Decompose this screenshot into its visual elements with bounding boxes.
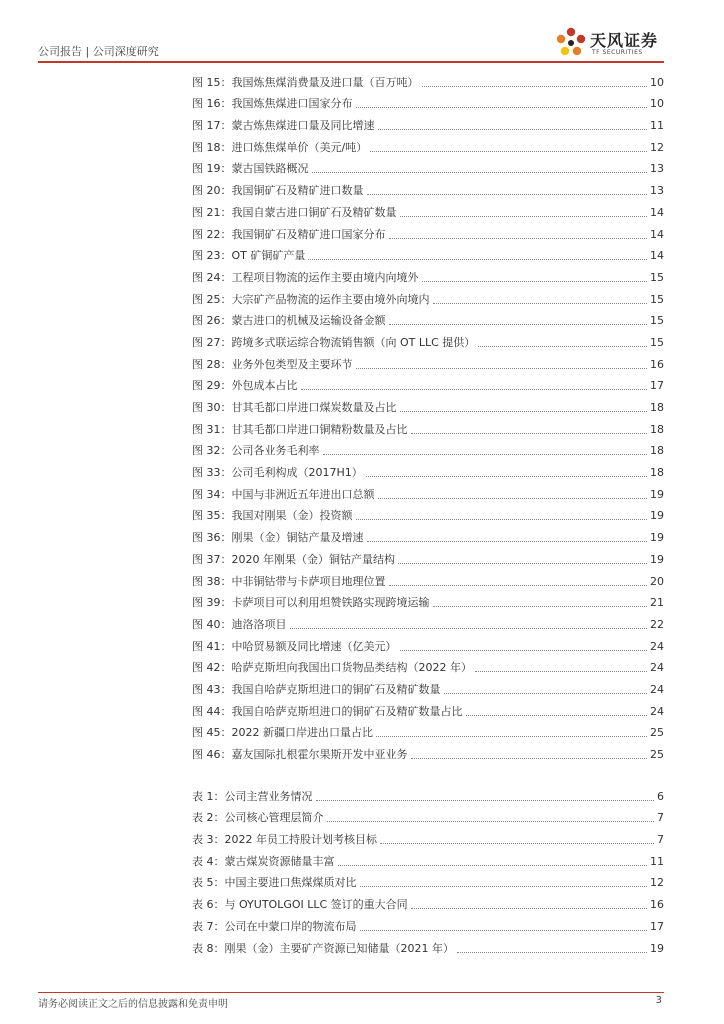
toc-entry-label: 图 45： [192, 726, 232, 740]
toc-leader-dots [433, 303, 648, 304]
toc-entry-page: 18 [650, 466, 664, 480]
toc-leader-dots [356, 519, 648, 520]
toc-entry-label: 图 26： [192, 314, 232, 328]
toc-entry[interactable] [192, 437, 664, 459]
toc-entry[interactable] [192, 697, 664, 719]
toc-entry-page: 18 [650, 422, 664, 436]
toc-entry-title: 跨境多式联运综合物流销售额（向 OT LLC 提供） [231, 335, 476, 349]
toc-entry[interactable] [192, 328, 664, 350]
toc-entry-label: 图 40： [192, 617, 232, 631]
toc-entry-title: 甘其毛都口岸进口煤炭数量及占比 [231, 401, 397, 414]
toc-leader-dots [366, 476, 647, 477]
table-of-contents [192, 68, 664, 956]
toc-entry-page: 18 [650, 401, 664, 414]
toc-entry-label: 图 27： [192, 335, 232, 349]
toc-entry-label: 图 16： [192, 97, 232, 111]
toc-entry[interactable] [192, 242, 664, 264]
toc-leader-dots [389, 324, 648, 325]
toc-entry[interactable] [192, 502, 664, 524]
toc-entry-title: 公司主营业务情况 [224, 789, 313, 803]
toc-entry[interactable] [192, 393, 664, 415]
toc-entry-page: 15 [650, 270, 664, 284]
toc-entry-title: 我国对刚果（金）投资额 [231, 509, 353, 523]
table-list [192, 782, 664, 956]
toc-entry-title: 蒙古国铁路概况 [231, 162, 309, 176]
toc-entry-label: 表 1： [192, 789, 225, 803]
toc-entry-label: 图 46： [192, 748, 232, 761]
toc-entry-title: 公司毛利构成（2017H1） [231, 466, 363, 480]
tf-logo-icon [554, 26, 588, 60]
toc-entry-title: 中国与非洲近五年进出口总额 [231, 487, 375, 501]
toc-entry-label: 图 29： [192, 379, 232, 393]
toc-entry-page: 14 [650, 205, 664, 219]
toc-entry-title: 迪洛洛项目 [231, 617, 287, 631]
toc-leader-dots [367, 194, 648, 195]
logo-chinese-name: 天风证券 [590, 31, 659, 50]
toc-entry[interactable] [192, 480, 664, 502]
figure-list [192, 68, 664, 762]
toc-entry-title: 我国自哈萨克斯坦进口的铜矿石及精矿数量占比 [231, 704, 463, 718]
toc-leader-dots [457, 952, 647, 953]
toc-entry[interactable] [192, 372, 664, 394]
toc-leader-dots [308, 259, 647, 260]
toc-leader-dots [378, 498, 648, 499]
toc-leader-dots [400, 411, 648, 412]
toc-leader-dots [360, 886, 648, 887]
toc-entry[interactable] [192, 458, 664, 480]
toc-entry-label: 图 24： [192, 270, 232, 284]
toc-leader-dots [411, 908, 647, 909]
toc-entry-title: 业务外包类型及主要环节 [231, 357, 353, 371]
toc-entry-title: OT 矿铜矿产量 [231, 249, 306, 263]
toc-entry-title: 我国炼焦煤进口国家分布 [231, 97, 353, 111]
toc-entry[interactable] [192, 847, 664, 869]
toc-leader-dots [422, 86, 648, 87]
toc-entry-title: 中哈贸易额及同比增速（亿美元） [231, 639, 397, 653]
toc-entry[interactable] [192, 654, 664, 676]
toc-leader-dots [433, 606, 648, 607]
toc-entry[interactable] [192, 890, 664, 912]
toc-entry-page: 17 [650, 379, 664, 393]
toc-entry-label: 图 20： [192, 184, 232, 198]
toc-leader-dots [411, 433, 648, 434]
toc-leader-dots [370, 151, 647, 152]
toc-leader-dots [356, 107, 648, 108]
toc-entry-title: 我国炼焦煤消费量及进口量（百万吨） [231, 75, 419, 89]
toc-entry-label: 图 21： [192, 205, 232, 219]
toc-entry-label: 表 3： [192, 833, 225, 847]
toc-entry[interactable] [192, 589, 664, 611]
toc-entry-title: 公司在中蒙口岸的物流布局 [224, 919, 357, 933]
toc-entry-label: 图 18： [192, 140, 232, 154]
toc-entry[interactable] [192, 307, 664, 329]
brand-logo [554, 24, 664, 62]
toc-entry[interactable] [192, 220, 664, 242]
toc-entry-page: 25 [650, 726, 664, 740]
toc-entry[interactable] [192, 632, 664, 654]
toc-entry-label: 图 43： [192, 682, 232, 696]
toc-entry[interactable] [192, 111, 664, 133]
toc-entry-label: 图 38： [192, 574, 232, 588]
toc-leader-dots [466, 715, 648, 716]
toc-entry[interactable] [192, 198, 664, 220]
toc-entry-page: 21 [650, 596, 664, 610]
toc-entry-page: 19 [650, 941, 664, 955]
toc-entry[interactable] [192, 68, 664, 90]
toc-entry-title: 我国铜矿石及精矿进口国家分布 [231, 227, 386, 241]
toc-entry-label: 图 25： [192, 292, 232, 306]
toc-entry-label: 图 34： [192, 487, 232, 501]
toc-entry-page: 24 [650, 704, 664, 718]
toc-entry-page: 11 [650, 119, 664, 133]
toc-entry-label: 图 33： [192, 466, 232, 480]
toc-leader-dots [356, 368, 648, 369]
toc-entry-page: 24 [650, 661, 664, 675]
toc-entry-page: 18 [650, 444, 664, 458]
toc-leader-dots [475, 671, 647, 672]
toc-entry-label: 表 2： [192, 811, 225, 825]
toc-entry-label: 图 42： [192, 661, 232, 675]
header-category: 公司报告 | 公司深度研究 [38, 45, 159, 58]
toc-leader-dots [444, 693, 648, 694]
toc-entry-page: 10 [650, 97, 664, 111]
page-number: 3 [655, 995, 662, 1006]
toc-entry[interactable] [192, 155, 664, 177]
toc-entry-page: 15 [650, 314, 664, 328]
toc-entry-page: 6 [657, 789, 664, 803]
toc-leader-dots [360, 930, 648, 931]
toc-entry-page: 15 [650, 335, 664, 349]
toc-leader-dots [411, 758, 648, 759]
toc-entry[interactable] [192, 869, 664, 891]
toc-entry-page: 15 [650, 292, 664, 306]
toc-entry-page: 7 [657, 811, 664, 825]
toc-entry[interactable] [192, 285, 664, 307]
toc-leader-dots [400, 650, 648, 651]
toc-entry[interactable] [192, 934, 664, 956]
toc-entry-title: 嘉友国际扎根霍尔果斯开发中亚业务 [231, 748, 408, 761]
toc-leader-dots [323, 454, 648, 455]
toc-entry-page: 19 [650, 487, 664, 501]
toc-entry-label: 图 36： [192, 531, 232, 545]
toc-entry-title: 外包成本占比 [231, 379, 298, 393]
header-divider [38, 61, 664, 63]
toc-entry[interactable] [192, 912, 664, 934]
toc-leader-dots [316, 800, 655, 801]
toc-entry-title: 蒙古进口的机械及运输设备金额 [231, 314, 386, 328]
toc-entry[interactable] [192, 782, 664, 804]
toc-entry-page: 16 [650, 898, 664, 912]
toc-entry[interactable] [192, 133, 664, 155]
toc-entry-label: 图 31： [192, 422, 232, 436]
toc-entry-title: 我国铜矿石及精矿进口数量 [231, 184, 364, 198]
toc-leader-dots [422, 281, 648, 282]
toc-leader-dots [378, 129, 648, 130]
toc-entry-page: 14 [650, 249, 664, 263]
toc-entry-page: 13 [650, 184, 664, 198]
toc-entry-title: 卡萨项目可以利用坦赞铁路实现跨境运输 [231, 596, 430, 610]
toc-entry-label: 表 7： [192, 919, 225, 933]
toc-entry[interactable] [192, 804, 664, 826]
toc-entry[interactable] [192, 567, 664, 589]
toc-leader-dots [376, 736, 647, 737]
toc-entry-page: 25 [650, 748, 664, 761]
toc-entry-title: 蒙古煤炭资源储量丰富 [224, 854, 335, 868]
toc-entry-label: 图 32： [192, 444, 232, 458]
toc-entry[interactable] [192, 610, 664, 632]
toc-leader-dots [400, 216, 648, 217]
toc-entry-label: 图 35： [192, 509, 232, 523]
footer-disclaimer: 请务必阅读正文之后的信息披露和免责申明 [38, 999, 228, 1010]
toc-entry-page: 13 [650, 162, 664, 176]
toc-entry-title: 甘其毛都口岸进口铜精粉数量及占比 [231, 422, 408, 436]
toc-entry-page: 12 [650, 876, 664, 890]
toc-entry-label: 表 6： [192, 898, 225, 912]
toc-entry-title: 2022 新疆口岸进出口量占比 [231, 726, 373, 740]
toc-entry-page: 20 [650, 574, 664, 588]
toc-entry-title: 大宗矿产品物流的运作主要由境外向境内 [231, 292, 430, 306]
toc-entry-title: 蒙古炼焦煤进口量及同比增速 [231, 119, 375, 133]
toc-leader-dots [389, 585, 648, 586]
toc-entry[interactable] [192, 415, 664, 437]
toc-entry-page: 24 [650, 682, 664, 696]
toc-entry-label: 图 15： [192, 75, 232, 89]
toc-entry-label: 表 4： [192, 854, 225, 868]
toc-entry-title: 哈萨克斯坦向我国出口货物品类结构（2022 年） [231, 661, 472, 675]
toc-entry-page: 10 [650, 75, 664, 89]
toc-entry[interactable] [192, 825, 664, 847]
toc-entry-title: 刚果（金）主要矿产资源已知储量（2021 年） [224, 941, 454, 955]
toc-entry-page: 19 [650, 509, 664, 523]
toc-entry-title: 中国主要进口焦煤煤质对比 [224, 876, 357, 890]
toc-entry-title: 中非铜钴带与卡萨项目地理位置 [231, 574, 386, 588]
toc-entry-title: 进口炼焦煤单价（美元/吨） [231, 140, 368, 154]
toc-entry-page: 11 [650, 854, 664, 868]
toc-leader-dots [290, 628, 648, 629]
toc-entry-title: 我国自哈萨克斯坦进口的铜矿石及精矿数量 [231, 682, 441, 696]
toc-entry-page: 7 [657, 833, 664, 847]
toc-entry-page: 19 [650, 531, 664, 545]
toc-leader-dots [367, 541, 648, 542]
toc-leader-dots [398, 563, 647, 564]
toc-entry-label: 图 37： [192, 552, 232, 566]
toc-entry[interactable] [192, 545, 664, 567]
toc-entry[interactable] [192, 523, 664, 545]
toc-entry-label: 图 30： [192, 401, 232, 414]
toc-entry-title: 公司各业务毛利率 [231, 444, 320, 458]
toc-entry-label: 图 28： [192, 357, 232, 371]
toc-entry-label: 图 41： [192, 639, 232, 653]
toc-entry[interactable] [192, 740, 664, 762]
toc-entry[interactable] [192, 719, 664, 741]
toc-entry-label: 图 39： [192, 596, 232, 610]
toc-entry[interactable] [192, 90, 664, 112]
toc-entry-title: 2020 年刚果（金）铜钴产量结构 [231, 552, 395, 566]
toc-entry-label: 表 5： [192, 876, 225, 890]
footer-divider [38, 992, 664, 993]
toc-entry-title: 2022 年员工持股计划考核目标 [224, 833, 377, 847]
toc-entry-page: 17 [650, 919, 664, 933]
toc-entry-label: 图 19： [192, 162, 232, 176]
toc-entry-title: 我国自蒙古进口铜矿石及精矿数量 [231, 205, 397, 219]
toc-leader-dots [389, 238, 648, 239]
toc-entry-page: 24 [650, 639, 664, 653]
toc-entry-title: 与 OYUTOLGOI LLC 签订的重大合同 [224, 898, 408, 912]
toc-leader-dots [338, 865, 648, 866]
toc-entry[interactable] [192, 176, 664, 198]
toc-leader-dots [478, 346, 647, 347]
toc-entry[interactable] [192, 350, 664, 372]
toc-entry-page: 22 [650, 617, 664, 631]
toc-entry-title: 公司核心管理层简介 [224, 811, 324, 825]
toc-entry-title: 刚果（金）铜钴产量及增速 [231, 531, 364, 545]
toc-entry-page: 19 [650, 552, 664, 566]
toc-entry-page: 12 [650, 140, 664, 154]
toc-entry-page: 16 [650, 357, 664, 371]
logo-english-name: TF SECURITIES [592, 49, 643, 56]
toc-entry-label: 表 8： [192, 941, 225, 955]
toc-entry[interactable] [192, 675, 664, 697]
toc-entry[interactable] [192, 263, 664, 285]
toc-leader-dots [301, 389, 648, 390]
toc-entry-label: 图 22： [192, 227, 232, 241]
toc-entry-label: 图 23： [192, 249, 232, 263]
toc-leader-dots [312, 172, 648, 173]
toc-entry-page: 14 [650, 227, 664, 241]
toc-entry-label: 图 17： [192, 119, 232, 133]
toc-leader-dots [380, 843, 654, 844]
toc-entry-title: 工程项目物流的运作主要由境内向境外 [231, 270, 419, 284]
toc-entry-label: 图 44： [192, 704, 232, 718]
toc-leader-dots [327, 821, 655, 822]
